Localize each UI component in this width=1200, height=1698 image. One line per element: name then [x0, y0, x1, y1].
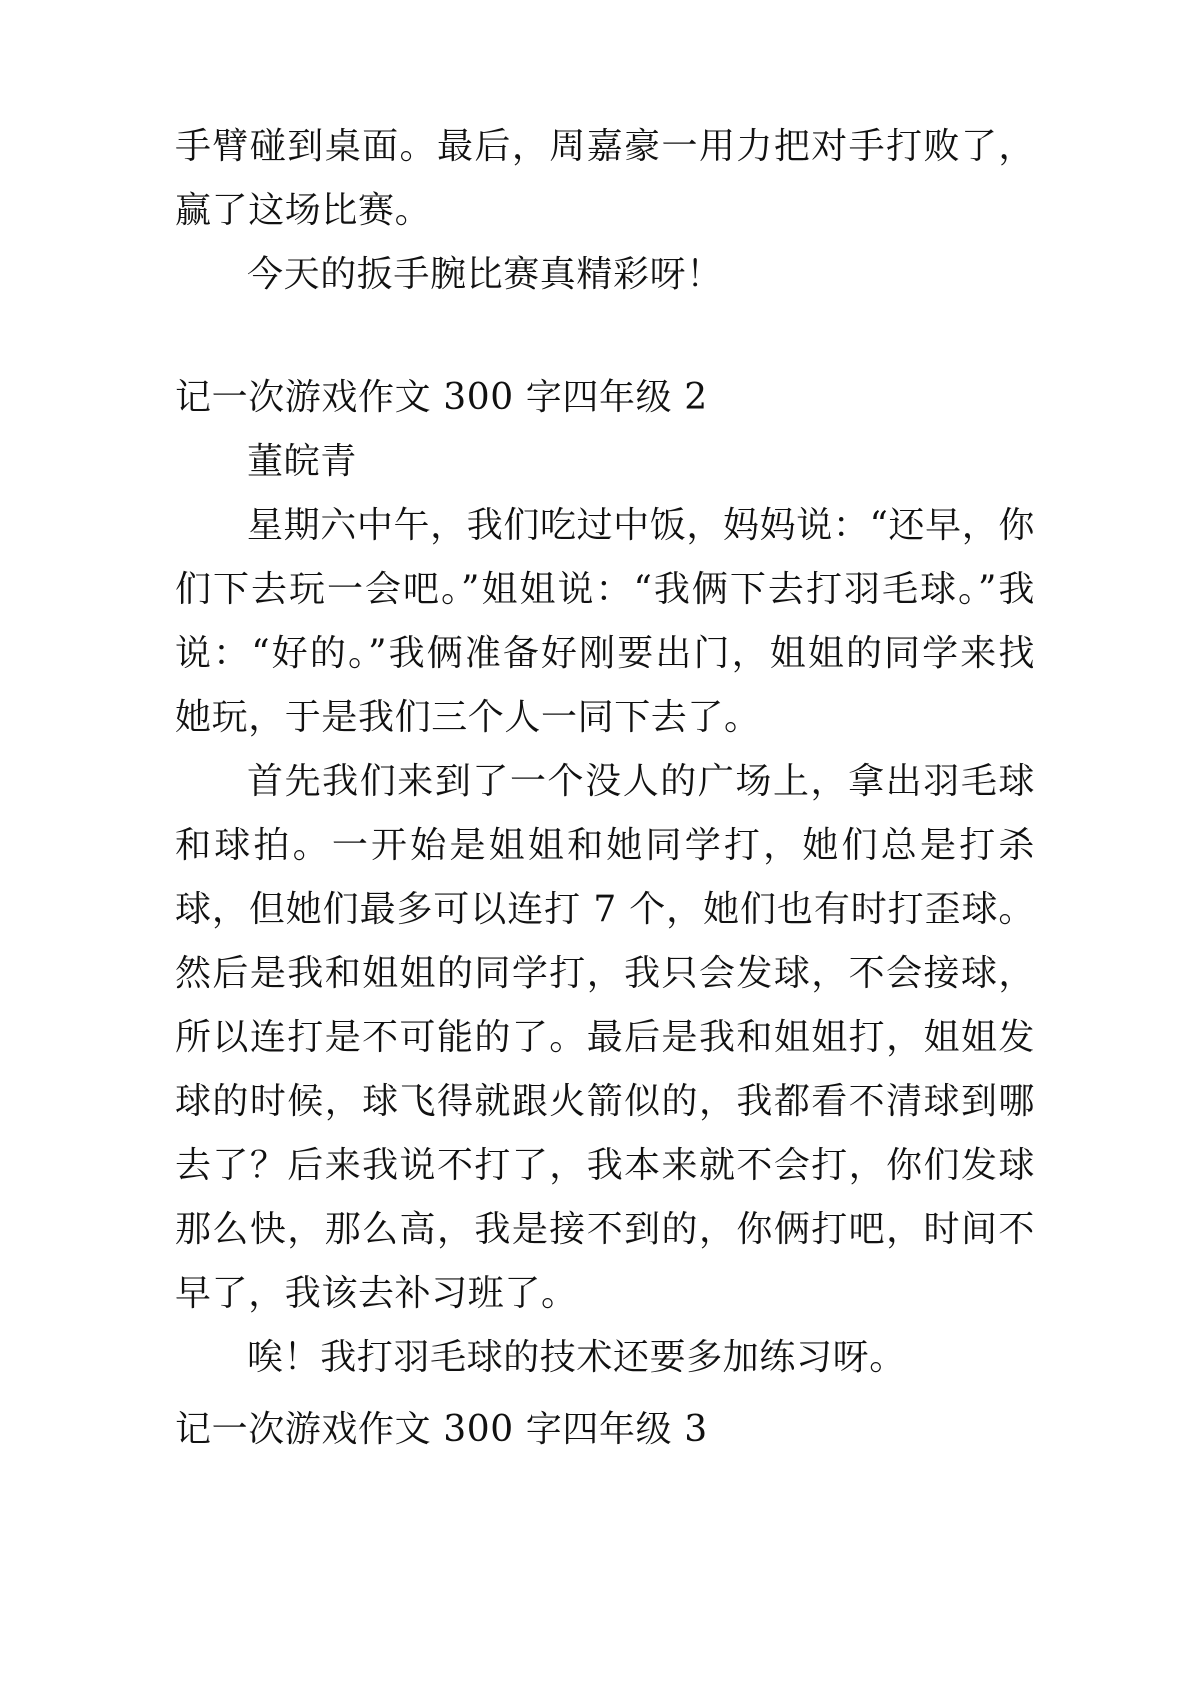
section-title: 记一次游戏作文 300 字四年级 3	[175, 1409, 708, 1450]
section3	[175, 1398, 1035, 1462]
section2	[175, 366, 1035, 1390]
paragraph: 首先我们来到了一个没人的广场上，拿出羽毛球和球拍。一开始是姐姐和她同学打，她们总是打杀球，但她们最多可以连打 7 个，她们也有时打歪球。然后是我和姐姐的同学打，我只会发球，不会接球，所以连打是不可能的了。最后是我和姐姐打，姐姐发球的时候，球飞得就跟火箭似的，我都看不清球到哪去了？后来我说不打了，我本来就不会打，你们发球那么快，那么高，我是接不到的，你俩打吧，时间不早了，我该去补习班了。	[175, 761, 1035, 1314]
author-name: 董皖青	[247, 441, 357, 482]
paragraph: 唉！我打羽毛球的技术还要多加练习呀。	[247, 1337, 906, 1378]
paragraph: 星期六中午，我们吃过中饭，妈妈说：“还早，你们下去玩一会吧。”姐姐说：“我俩下去打羽毛球。”我说：“好的。”我俩准备好刚要出门，姐姐的同学来找她玩，于是我们三个人一同下去了。	[175, 505, 1035, 738]
paragraph: 手臂碰到桌面。最后，周嘉豪一用力把对手打败了，赢了这场比赛。	[175, 126, 1035, 231]
section-title: 记一次游戏作文 300 字四年级 2	[175, 377, 708, 418]
section1-tail	[175, 115, 1035, 307]
paragraph: 今天的扳手腕比赛真精彩呀！	[247, 254, 723, 295]
